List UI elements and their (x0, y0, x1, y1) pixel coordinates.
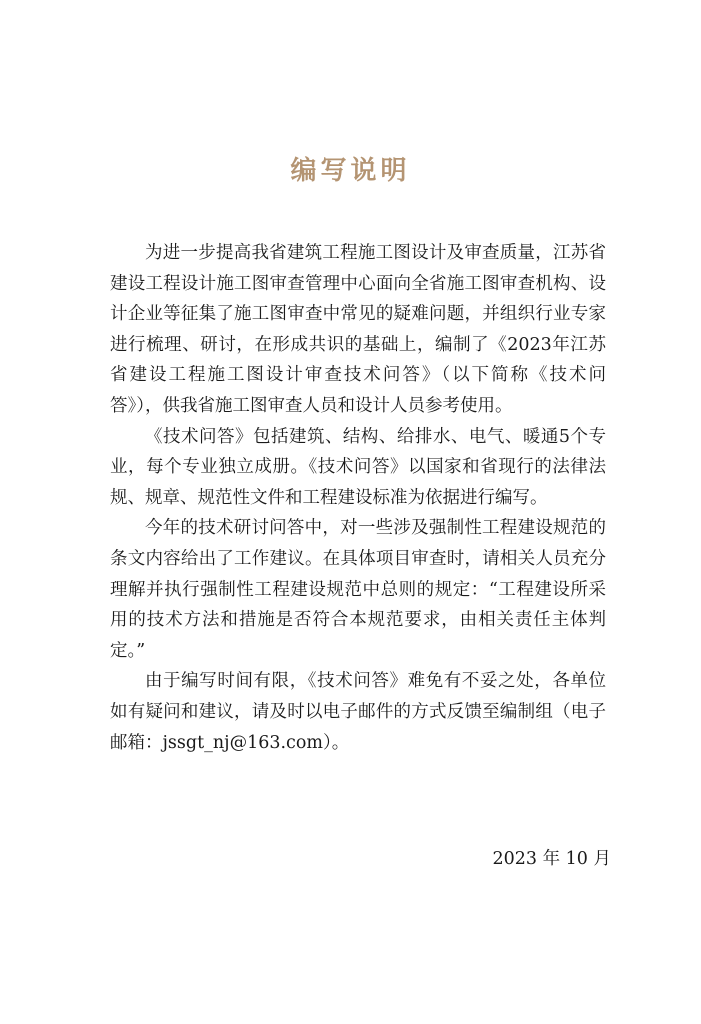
paragraph-4: 由于编写时间有限，《技术问答》难免有不妥之处，各单位如有疑问和建议，请及时以电子邮件的方式反馈至编制组（电子邮箱：jssgt_nj@163.com）。 (110, 671, 606, 753)
paragraph-3: 今年的技术研讨问答中，对一些涉及强制性工程建设规范的条文内容给出了工作建议。在具体项目审查时，请相关人员充分理解并执行强制性工程建设规范中总则的规定：“工程建设所采用的技术方法和措施是否符合本规范要求，由相关责任主体判定。” (110, 518, 606, 661)
date-signature: 2023 年 10 月 (492, 849, 611, 869)
paragraph-1: 为进一步提高我省建筑工程施工图设计及审查质量，江苏省建设工程设计施工图审查管理中心面向全省施工图审查机构、设计企业等征集了施工图审查中常见的疑难问题，并组织行业专家进行梳理、研讨，在形成共识的基础上，编制了《2023年江苏省建设工程施工图设计审查技术问答》（以下简称《技术问答》），供我省施工图审查人员和设计人员参考使用。 (110, 243, 606, 416)
body-text (110, 238, 606, 758)
paragraph-2: 《技术问答》包括建筑、结构、给排水、电气、暖通5个专业，每个专业独立成册。《技术问答》以国家和省现行的法律法规、规章、规范性文件和工程建设标准为依据进行编写。 (110, 426, 606, 508)
page-title: 编写说明 (290, 156, 411, 186)
